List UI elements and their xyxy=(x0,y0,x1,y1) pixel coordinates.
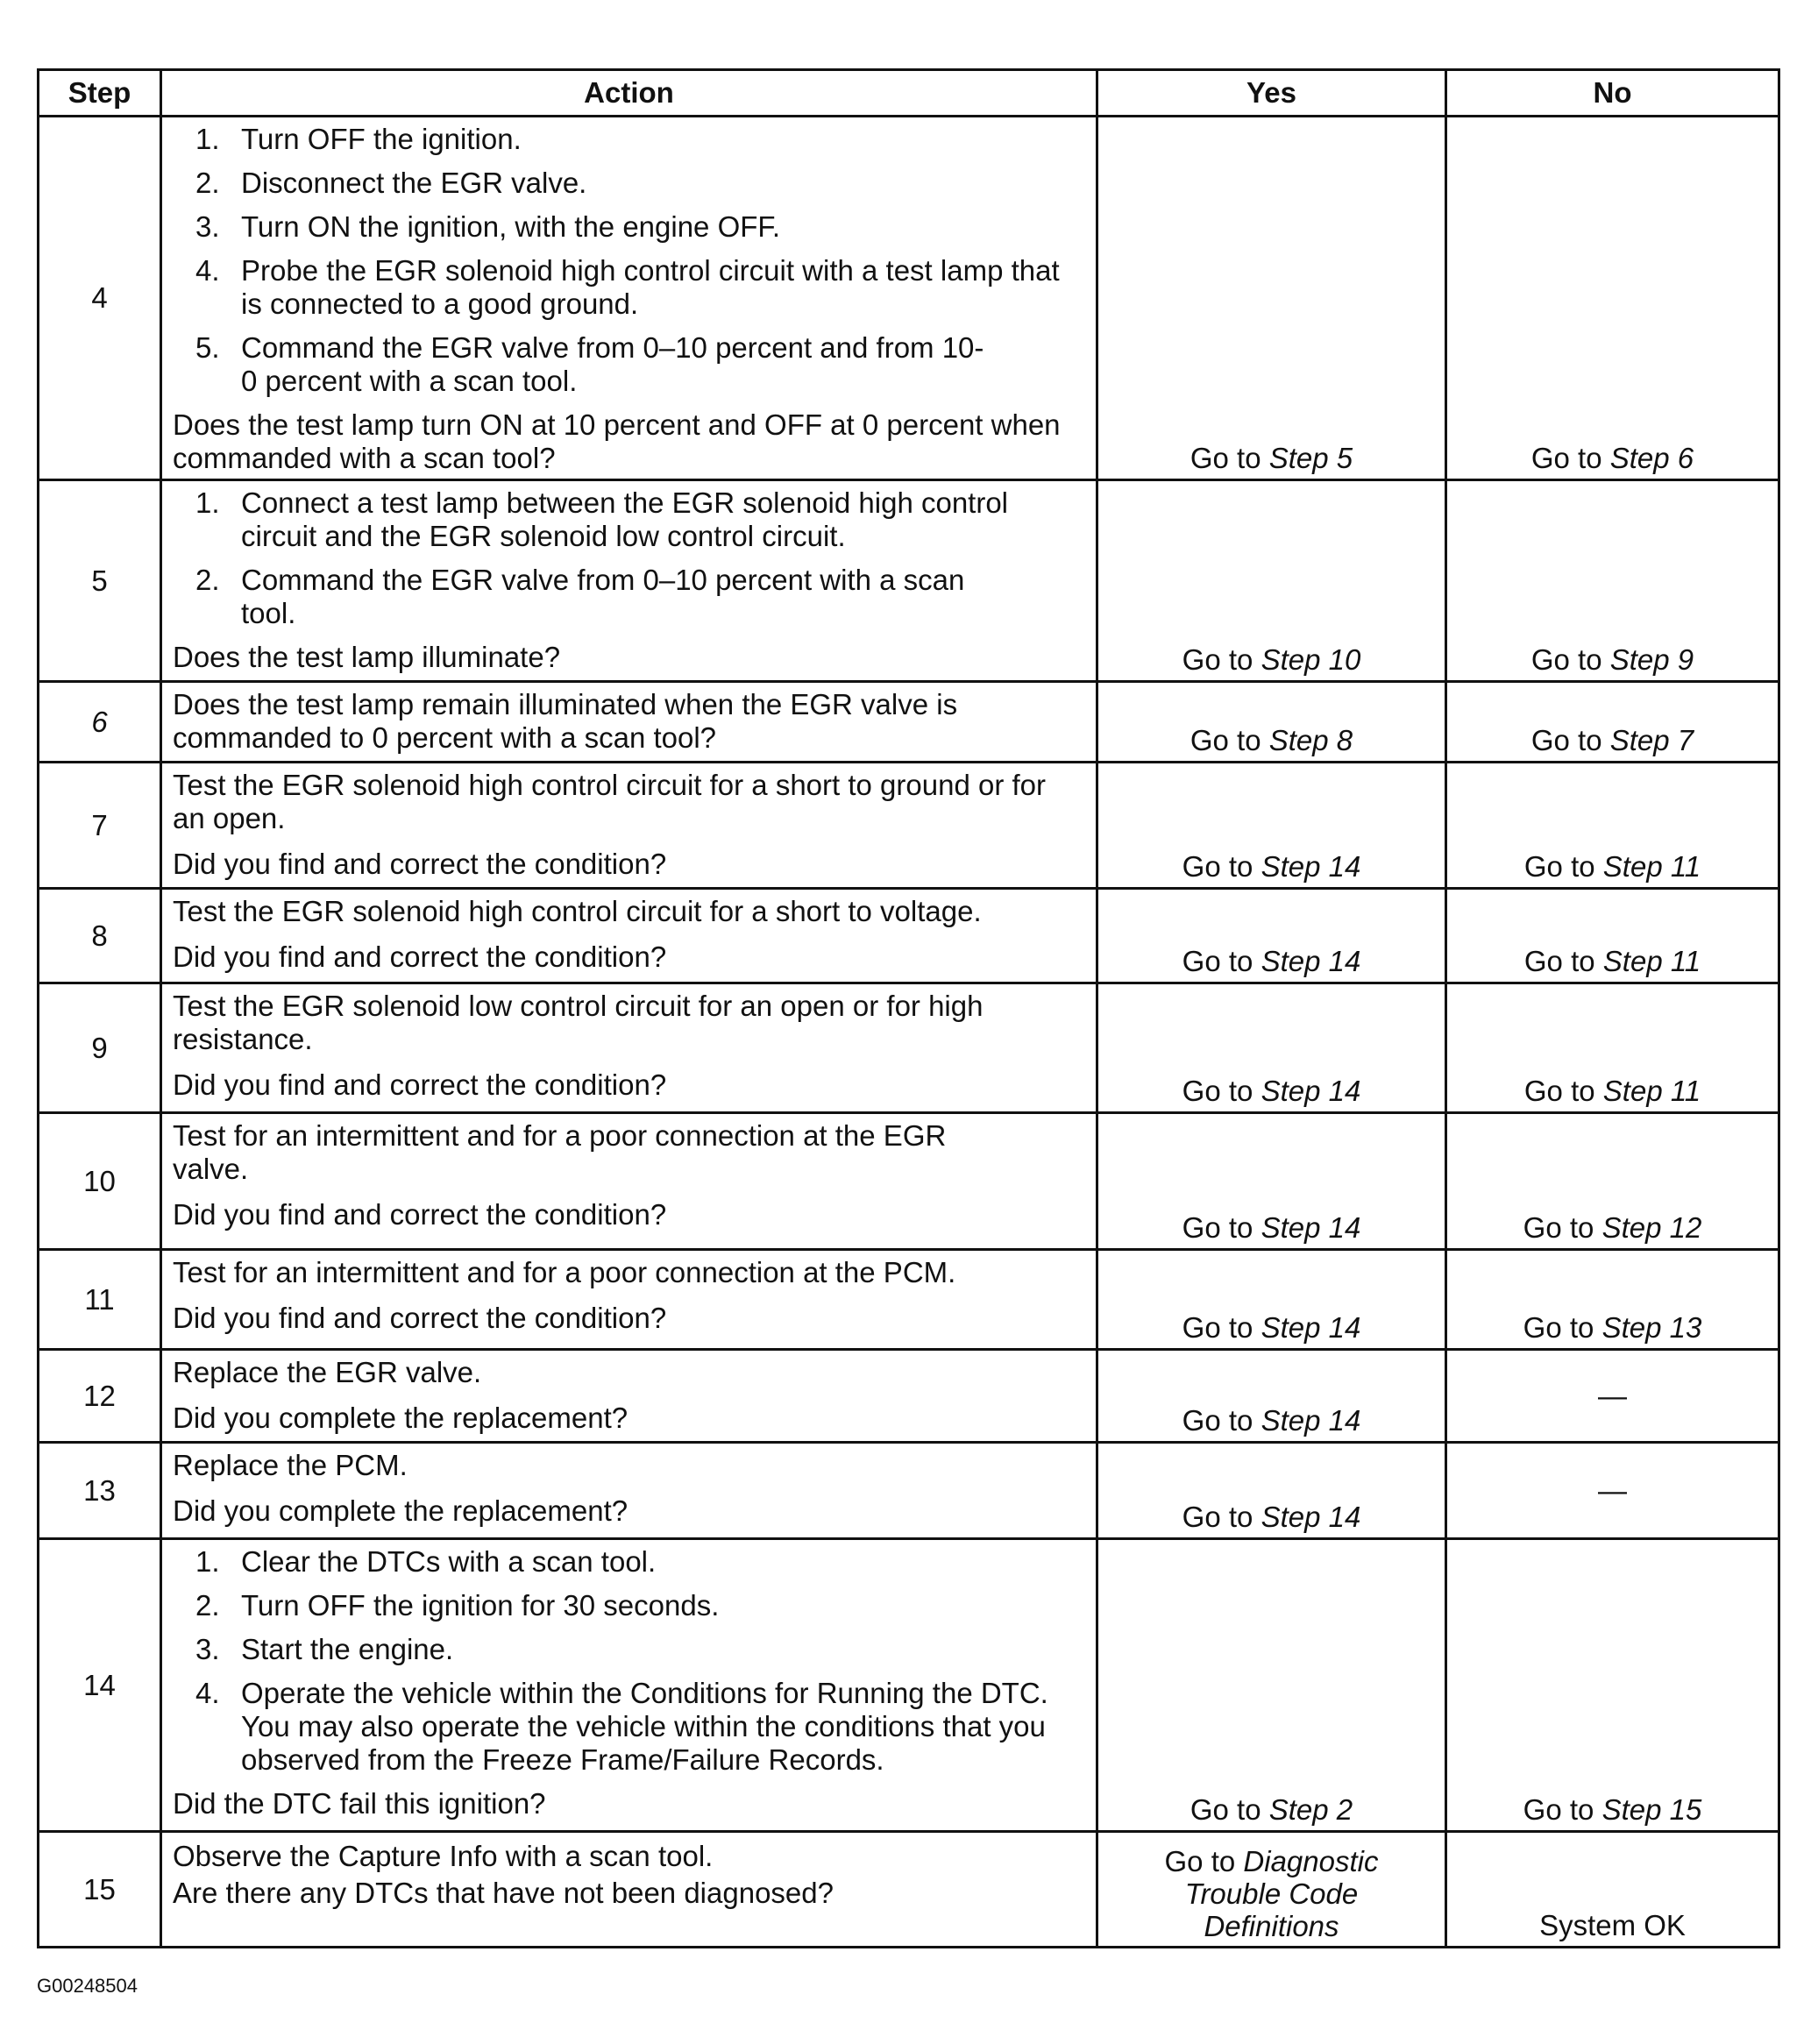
action-instruction: Test for an intermittent and for a poor connection at the EGR valve. xyxy=(173,1119,947,1185)
action-instruction: Test the EGR solenoid high control circuit for a short to voltage. xyxy=(173,895,982,927)
action-question: Did you find and correct the condition? xyxy=(173,1198,667,1231)
action-cell xyxy=(161,889,1097,983)
action-instruction: Test the EGR solenoid low control circuit for an open or for high resistance. xyxy=(173,990,984,1055)
table-row xyxy=(39,889,1779,983)
action-cell xyxy=(161,682,1097,763)
step-number: 5 xyxy=(39,480,161,682)
action-question: Did you complete the replacement? xyxy=(173,1494,628,1527)
table-row xyxy=(39,983,1779,1113)
table-header-row xyxy=(39,70,1779,117)
table-row xyxy=(39,1539,1779,1832)
no-cell: Go to Step 11 xyxy=(1446,763,1779,889)
list-item: 2. Disconnect the EGR valve. xyxy=(195,167,587,199)
table-row xyxy=(39,1832,1779,1948)
action-list xyxy=(173,486,1085,630)
action-question: Does the test lamp illuminate? xyxy=(173,641,561,673)
list-item: 3. Start the engine. xyxy=(195,1633,454,1665)
list-item: 1. Turn OFF the ignition. xyxy=(195,123,522,155)
no-cell: Go to Step 9 xyxy=(1446,480,1779,682)
action-cell xyxy=(161,1350,1097,1443)
action-instruction: Observe the Capture Info with a scan tool. xyxy=(173,1840,714,1872)
yes-cell: Go to Step 10 xyxy=(1097,480,1446,682)
table-row xyxy=(39,1350,1779,1443)
yes-cell: Go to Step 14 xyxy=(1097,1443,1446,1539)
list-item: 4. Operate the vehicle within the Conditions for Running the DTC. You may also operate the vehicle within the conditions that you observed from the Freeze Frame/Failure Records. xyxy=(195,1677,1048,1776)
action-cell xyxy=(161,480,1097,682)
step-number: 13 xyxy=(39,1443,161,1539)
action-cell xyxy=(161,763,1097,889)
yes-cell: Go to Diagnostic Trouble Code Definitions xyxy=(1097,1832,1446,1948)
table-row xyxy=(39,1443,1779,1539)
table-row xyxy=(39,1250,1779,1350)
header-no: No xyxy=(1446,70,1779,117)
action-question: Did you find and correct the condition? xyxy=(173,1068,667,1101)
action-question: Did you complete the replacement? xyxy=(173,1402,628,1434)
yes-cell: Go to Step 14 xyxy=(1097,889,1446,983)
yes-cell: Go to Step 2 xyxy=(1097,1539,1446,1832)
list-item: 1. Connect a test lamp between the EGR solenoid high control circuit and the EGR solenoid low control circuit. xyxy=(195,486,1009,552)
no-cell: Go to Step 7 xyxy=(1446,682,1779,763)
action-instruction: Test the EGR solenoid high control circuit for a short to ground or for an open. xyxy=(173,769,1046,834)
list-item: 5. Command the EGR valve from 0–10 percent and from 10-0 percent with a scan tool. xyxy=(195,331,984,397)
list-item: 1. Clear the DTCs with a scan tool. xyxy=(195,1545,657,1578)
action-instruction: Replace the PCM. xyxy=(173,1449,408,1481)
action-instruction: Replace the EGR valve. xyxy=(173,1356,482,1388)
action-cell xyxy=(161,1832,1097,1948)
action-cell xyxy=(161,1250,1097,1350)
action-question: Did the DTC fail this ignition? xyxy=(173,1787,546,1820)
no-cell: System OK xyxy=(1446,1832,1779,1948)
figure-id-label: G00248504 xyxy=(37,1975,138,1997)
step-number: 14 xyxy=(39,1539,161,1832)
table-row xyxy=(39,763,1779,889)
action-instruction: Test for an intermittent and for a poor connection at the PCM. xyxy=(173,1256,956,1288)
action-question: Does the test lamp remain illuminated when the EGR valve is commanded to 0 percent with a scan tool? xyxy=(173,688,958,754)
no-cell: Go to Step 13 xyxy=(1446,1250,1779,1350)
action-list xyxy=(173,1545,1085,1777)
no-cell: — xyxy=(1446,1443,1779,1539)
step-number: 8 xyxy=(39,889,161,983)
step-number: 4 xyxy=(39,117,161,480)
action-cell xyxy=(161,1443,1097,1539)
step-number: 9 xyxy=(39,983,161,1113)
action-question: Does the test lamp turn ON at 10 percent and OFF at 0 percent when commanded with a scan tool? xyxy=(173,408,1061,474)
step-number: 15 xyxy=(39,1832,161,1948)
step-number: 10 xyxy=(39,1113,161,1250)
action-cell xyxy=(161,1539,1097,1832)
no-cell: — xyxy=(1446,1350,1779,1443)
step-number: 6 xyxy=(39,682,161,763)
no-cell: Go to Step 11 xyxy=(1446,983,1779,1113)
table-row xyxy=(39,480,1779,682)
yes-cell: Go to Step 14 xyxy=(1097,983,1446,1113)
step-number: 11 xyxy=(39,1250,161,1350)
yes-cell: Go to Step 14 xyxy=(1097,1250,1446,1350)
no-cell: Go to Step 12 xyxy=(1446,1113,1779,1250)
list-item: 3. Turn ON the ignition, with the engine OFF. xyxy=(195,210,781,243)
diagnostic-table-container xyxy=(37,68,1778,1948)
step-number: 12 xyxy=(39,1350,161,1443)
action-question: Did you find and correct the condition? xyxy=(173,940,667,973)
list-item: 2. Command the EGR valve from 0–10 percent with a scan tool. xyxy=(195,564,965,629)
list-item: 2. Turn OFF the ignition for 30 seconds. xyxy=(195,1589,720,1622)
no-cell: Go to Step 11 xyxy=(1446,889,1779,983)
table-row xyxy=(39,682,1779,763)
diagnostic-table xyxy=(37,68,1780,1948)
no-cell: Go to Step 15 xyxy=(1446,1539,1779,1832)
action-question: Are there any DTCs that have not been diagnosed? xyxy=(173,1877,834,1909)
action-question: Did you find and correct the condition? xyxy=(173,848,667,880)
table-row xyxy=(39,1113,1779,1250)
header-action: Action xyxy=(161,70,1097,117)
action-cell xyxy=(161,983,1097,1113)
action-cell xyxy=(161,1113,1097,1250)
action-question: Did you find and correct the condition? xyxy=(173,1302,667,1334)
yes-cell: Go to Step 14 xyxy=(1097,1113,1446,1250)
yes-cell: Go to Step 14 xyxy=(1097,763,1446,889)
step-number: 7 xyxy=(39,763,161,889)
header-yes: Yes xyxy=(1097,70,1446,117)
action-list xyxy=(173,123,1085,398)
list-item: 4. Probe the EGR solenoid high control circuit with a test lamp that is connected to a good ground. xyxy=(195,254,1060,320)
action-cell xyxy=(161,117,1097,480)
yes-cell: Go to Step 8 xyxy=(1097,682,1446,763)
header-step: Step xyxy=(39,70,161,117)
table-row xyxy=(39,117,1779,480)
yes-cell: Go to Step 5 xyxy=(1097,117,1446,480)
no-cell: Go to Step 6 xyxy=(1446,117,1779,480)
yes-cell: Go to Step 14 xyxy=(1097,1350,1446,1443)
